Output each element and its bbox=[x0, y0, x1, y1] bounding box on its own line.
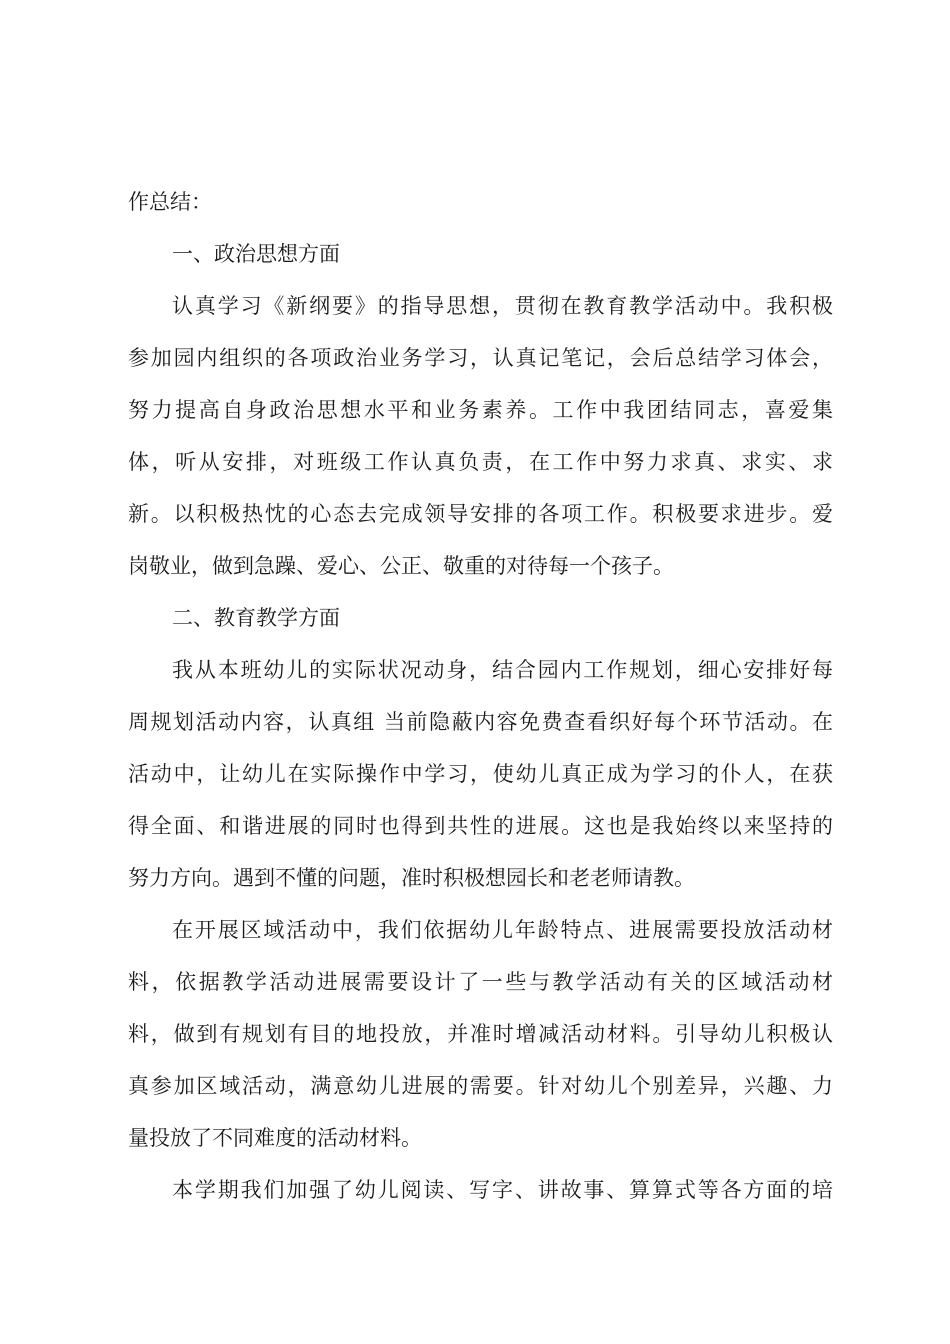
text-line: 作总结： bbox=[128, 190, 212, 214]
text-line: 真参加区域活动，满意幼儿进展的需要。针对幼儿个别差异，兴趣、力 bbox=[128, 1074, 833, 1098]
section-heading: 一、政治思想方面 bbox=[172, 242, 340, 266]
text-line: 岗敬业，做到急躁、爱心、公正、敬重的对待每一个孩子。 bbox=[128, 554, 674, 578]
text-line: 在开展区域活动中，我们依据幼儿年龄特点、进展需要投放活动材 bbox=[172, 918, 833, 942]
text-line: 参加园内组织的各项政治业务学习，认真记笔记，会后总结学习体会， bbox=[128, 346, 833, 370]
document-body bbox=[128, 176, 833, 1216]
text-line: 周规划活动内容，认真组 当前隐蔽内容免费查看织好每个环节活动。在 bbox=[128, 710, 833, 734]
text-line: 体，听从安排，对班级工作认真负责，在工作中努力求真、求实、求 bbox=[128, 450, 833, 474]
text-line: 本学期我们加强了幼儿阅读、写字、讲故事、算算式等各方面的培 bbox=[172, 1178, 833, 1202]
text-line: 认真学习《新纲要》的指导思想，贯彻在教育教学活动中。我积极 bbox=[172, 294, 833, 318]
text-line: 新。以积极热忱的心态去完成领导安排的各项工作。积极要求进步。爱 bbox=[128, 502, 833, 526]
text-line: 得全面、和谐进展的同时也得到共性的进展。这也是我始终以来坚持的 bbox=[128, 814, 833, 838]
text-line: 料，依据教学活动进展需要设计了一些与教学活动有关的区域活动材 bbox=[128, 970, 833, 994]
text-line: 我从本班幼儿的实际状况动身，结合园内工作规划，细心安排好每 bbox=[172, 658, 833, 682]
text-line: 量投放了不同难度的活动材料。 bbox=[128, 1126, 422, 1150]
text-line: 活动中，让幼儿在实际操作中学习，使幼儿真正成为学习的仆人，在获 bbox=[128, 762, 833, 786]
text-line: 努力方向。遇到不懂的问题，准时积极想园长和老老师请教。 bbox=[128, 866, 695, 890]
section-heading: 二、教育教学方面 bbox=[172, 606, 340, 630]
text-line: 料，做到有规划有目的地投放，并准时增减活动材料。引导幼儿积极认 bbox=[128, 1022, 833, 1046]
text-line: 努力提高自身政治思想水平和业务素养。工作中我团结同志，喜爱集 bbox=[128, 398, 833, 422]
